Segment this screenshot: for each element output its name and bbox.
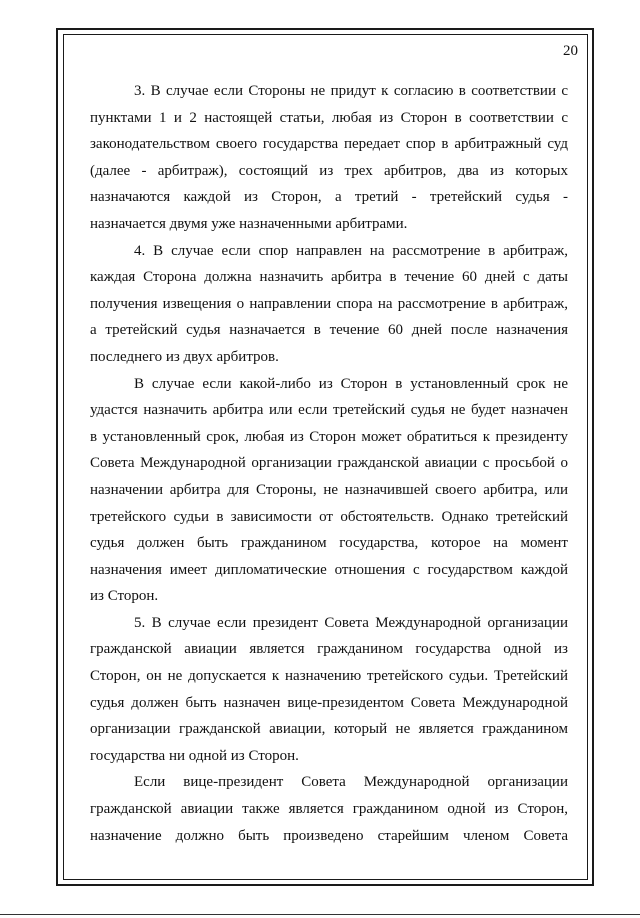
text-line: гражданской авиации также является гражданином одной из Сторон, — [90, 801, 568, 818]
page-number: 20 — [563, 43, 578, 59]
text-line: назначении арбитра для Стороны, не назначившей своего арбитра, или — [90, 481, 568, 498]
text-line: 4. В случае если спор направлен на рассмотрение в арбитраж, — [134, 242, 568, 259]
text-line: Совета Международной организации гражданской авиации с просьбой о — [90, 455, 568, 472]
text-line: последнего из двух арбитров. — [90, 348, 279, 365]
text-line: гражданской авиации является гражданином государства одной из — [90, 641, 568, 658]
text-line: пунктами 1 и 2 настоящей статьи, любая из Сторон в соответствии с — [90, 109, 568, 126]
text-line: Сторон, он не допускается к назначению третейского судьи. Третейский — [90, 668, 568, 685]
text-line: каждая Сторона должна назначить арбитра в течение 60 дней с даты — [90, 269, 568, 286]
text-line: а третейский судья назначается в течение 60 дней после назначения — [90, 322, 568, 339]
text-line: судья должен быть назначен вице-президентом Совета Международной — [90, 694, 568, 711]
text-line: Если вице-президент Совета Международной организации — [134, 774, 568, 791]
text-line: 3. В случае если Стороны не придут к согласию в соответствии с — [134, 83, 568, 99]
text-line: назначается двумя уже назначенными арбитрами. — [90, 215, 408, 232]
text-line: из Сторон. — [90, 588, 159, 605]
text-line: удастся назначить арбитра или если третейский судья не будет назначен — [90, 402, 568, 419]
text-line: организации гражданской авиации, который не является гражданином — [90, 721, 568, 738]
text-line: государства ни одной из Сторон. — [90, 747, 299, 764]
text-line: назначение должно быть произведено старейшим членом Совета — [90, 827, 568, 844]
text-line: третейского судьи в зависимости от обстоятельств. Однако третейский — [90, 508, 568, 525]
text-line: (далее - арбитраж), состоящий из трех арбитров, два из которых — [90, 162, 568, 179]
bottom-rule — [0, 914, 640, 915]
text-line: назначения имеет дипломатические отношения с государством каждой — [90, 561, 568, 578]
text-line: получения извещения о направлении спора на рассмотрение в арбитраж, — [90, 295, 568, 312]
text-line: в установленный срок, любая из Сторон может обратиться к президенту — [90, 428, 568, 445]
document-body — [90, 78, 568, 849]
text-line: назначаются каждой из Сторон, а третий - третейский судья - — [90, 189, 568, 206]
text-line: 5. В случае если президент Совета Международной организации — [134, 614, 568, 631]
text-line: судья должен быть гражданином государства, которое на момент — [90, 535, 568, 552]
text-line: законодательством своего государства передает спор в арбитражный суд — [90, 136, 568, 153]
text-line: В случае если какой-либо из Сторон в установленный срок не — [134, 375, 568, 392]
